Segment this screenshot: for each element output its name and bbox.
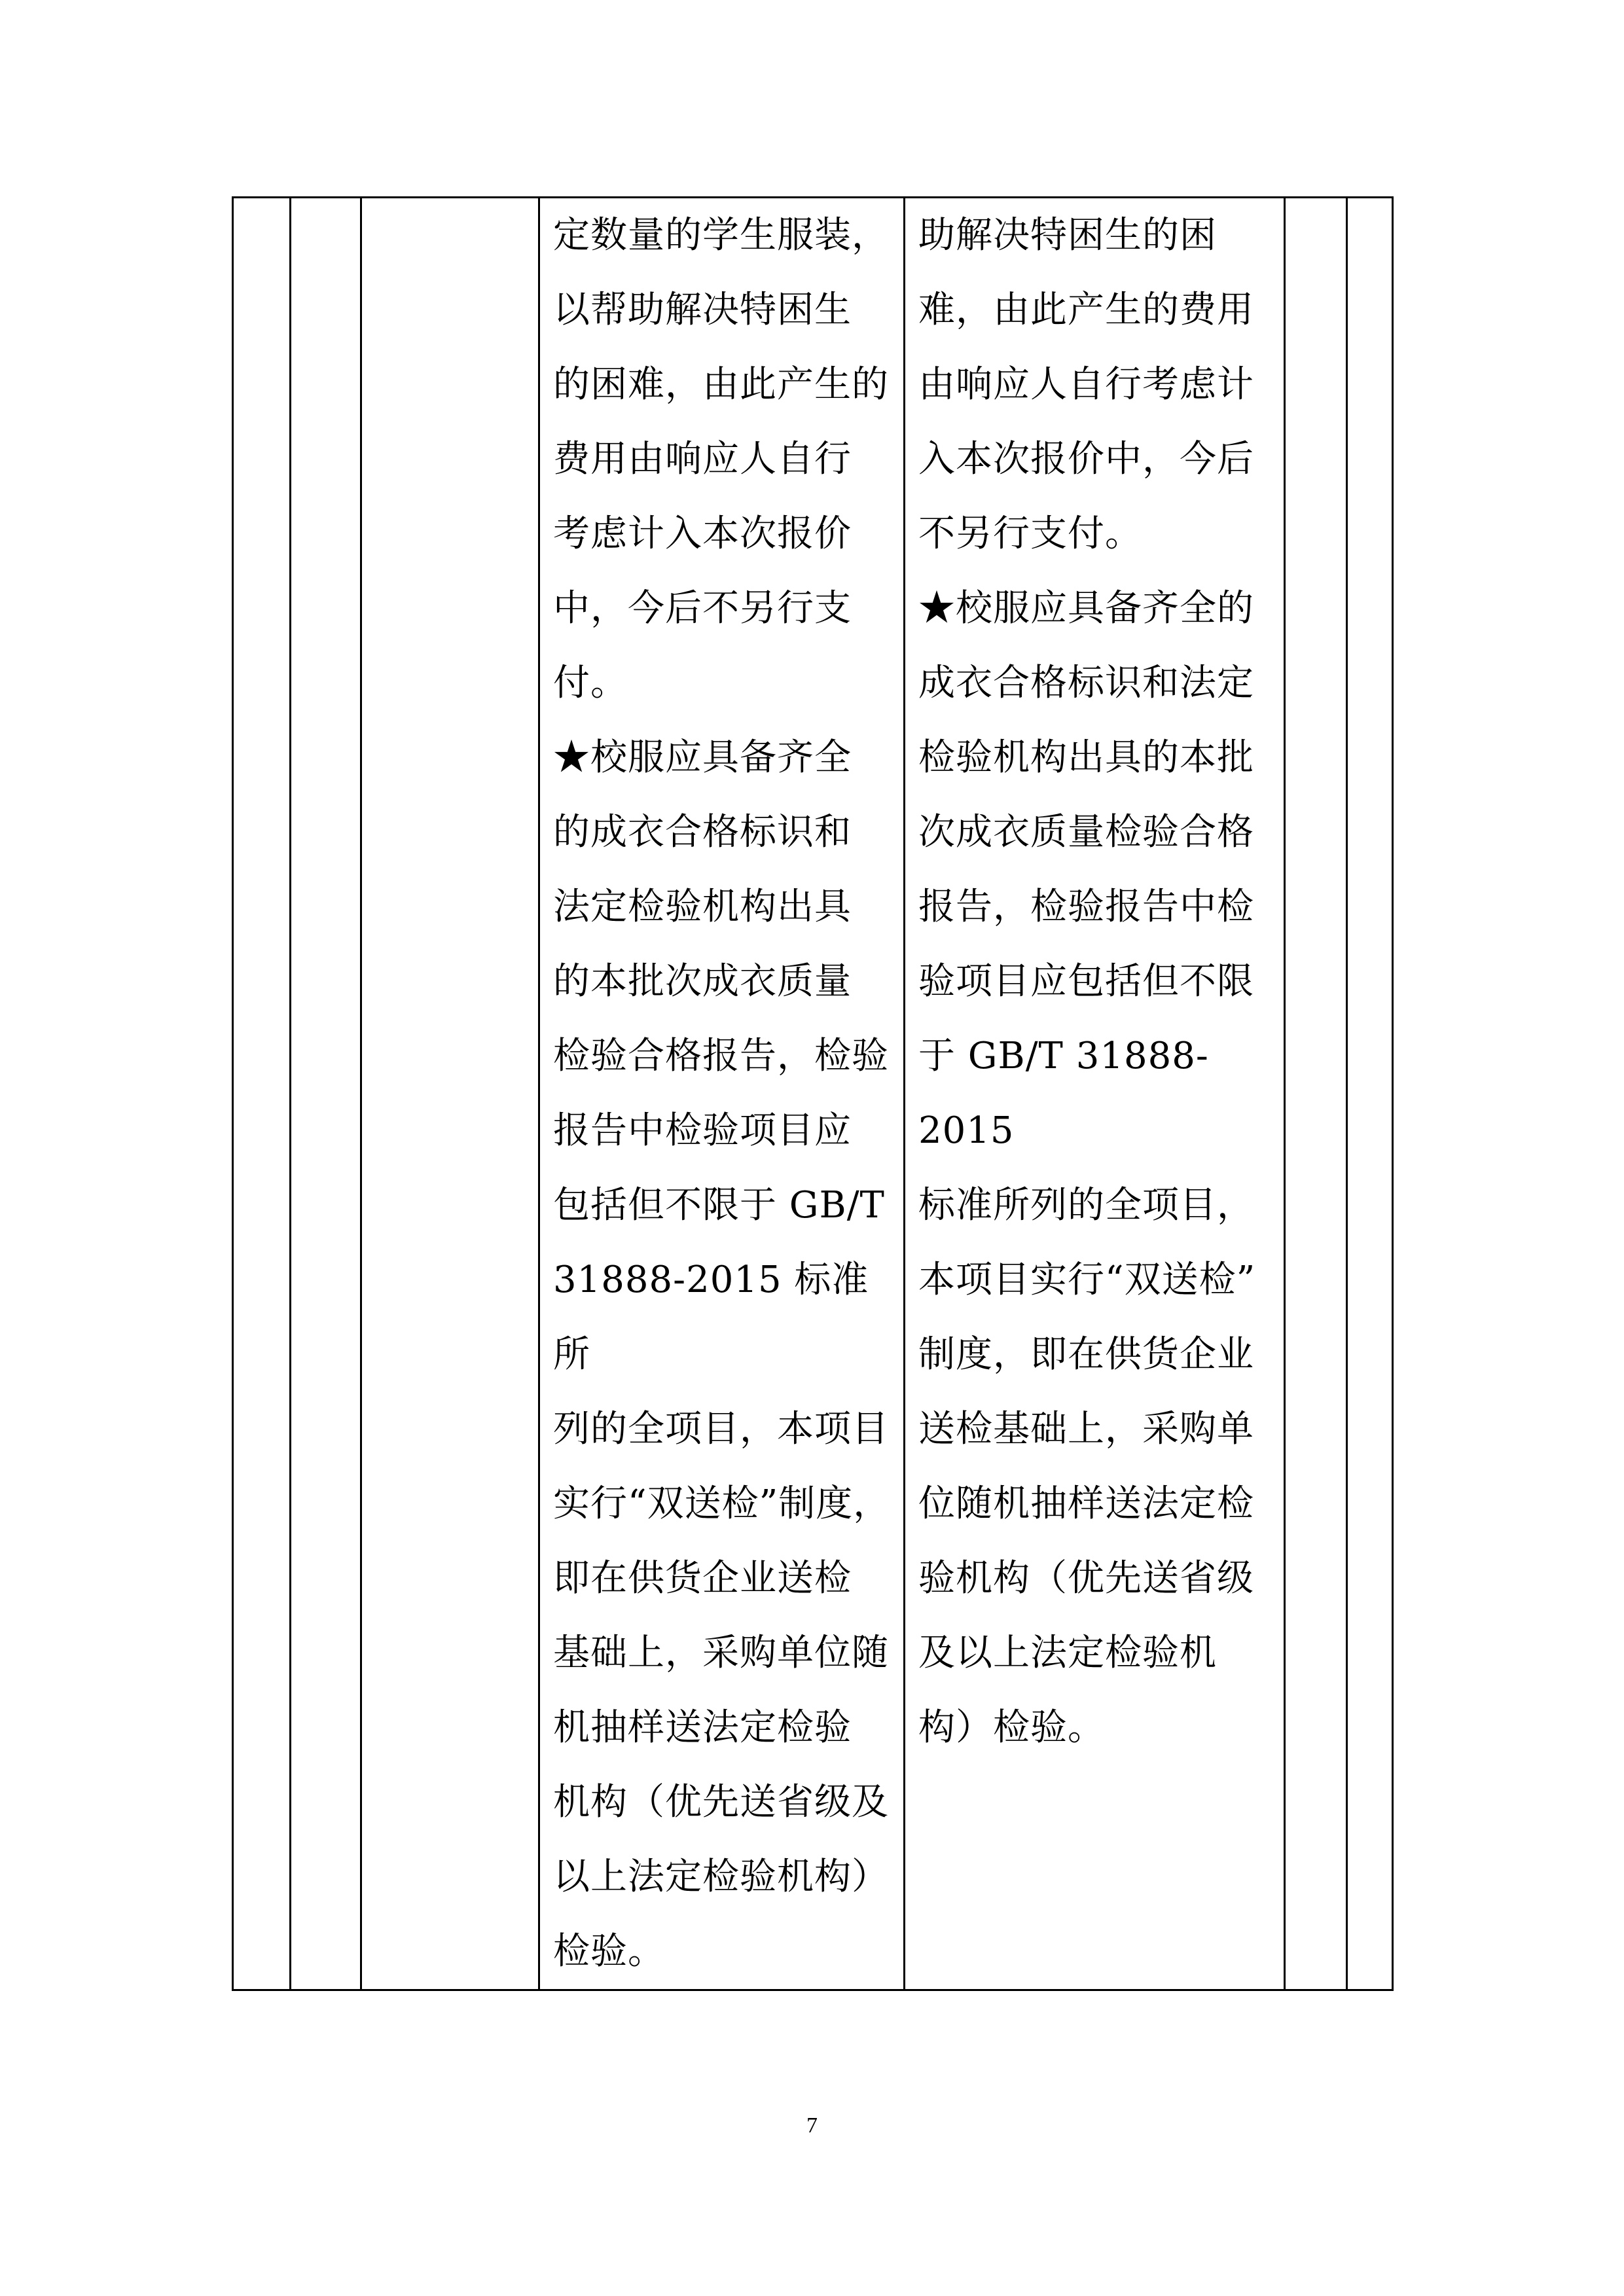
page-number: 7 <box>806 2113 818 2138</box>
text-line: 由响应人自行考虑计 <box>918 363 1254 406</box>
text-line: 入本次报价中，今后 <box>918 438 1254 480</box>
table-cell-col-1 <box>233 198 291 1990</box>
text-line: ★校服应具备齐全的 <box>918 587 1254 630</box>
text-line: 制度，即在供货企业 <box>918 1333 1254 1376</box>
text-line: 机抽样送法定检验 <box>553 1706 852 1749</box>
table-row <box>233 198 1393 1990</box>
text-line: 31888-2015 标准所 <box>553 1259 869 1376</box>
requirements-table <box>232 196 1394 1991</box>
text-line: 包括但不限于 GB/T <box>553 1184 885 1227</box>
text-line: 构）检验。 <box>918 1706 1105 1749</box>
text-line: 送检基础上，采购单 <box>918 1408 1254 1450</box>
table-cell-col-3 <box>361 198 539 1990</box>
text-line: 及以上法定检验机 <box>918 1632 1217 1674</box>
text-line: 付。 <box>553 662 628 704</box>
text-line: 列的全项目，本项目 <box>553 1408 889 1450</box>
text-line: 位随机抽样送法定检 <box>918 1482 1254 1525</box>
table-cell-col-7 <box>1347 198 1393 1990</box>
table-cell-col-6 <box>1285 198 1347 1990</box>
text-line: 法定检验机构出具 <box>553 886 852 928</box>
text-line: 基础上，采购单位随 <box>553 1632 889 1674</box>
text-line: 验项目应包括但不限 <box>918 960 1254 1003</box>
text-line: 次成衣质量检验合格 <box>918 811 1254 853</box>
text-line: 于 GB/T 31888-2015 <box>918 1035 1209 1152</box>
text-line: 报告中检验项目应 <box>553 1109 852 1152</box>
text-line: 验机构（优先送省级 <box>918 1557 1254 1600</box>
text-line: 助解决特困生的困 <box>918 214 1217 257</box>
text-line: 中，今后不另行支 <box>553 587 852 630</box>
text-line: ★校服应具备齐全 <box>553 736 852 779</box>
text-line: 成衣合格标识和法定 <box>918 662 1254 704</box>
text-line: 定数量的学生服装， <box>553 214 889 257</box>
text-line: 费用由响应人自行 <box>553 438 852 480</box>
text-line: 检验。 <box>553 1930 665 1973</box>
text-line: 检验合格报告，检验 <box>553 1035 889 1077</box>
text-line: 的本批次成衣质量 <box>553 960 852 1003</box>
response-text <box>905 198 1284 1765</box>
text-line: 的成衣合格标识和 <box>553 811 852 853</box>
text-line: 实行“双送检”制度， <box>553 1482 891 1525</box>
table-cell-response <box>905 198 1285 1990</box>
text-line: 报告，检验报告中检 <box>918 886 1254 928</box>
text-line: 机构（优先送省级及 <box>553 1781 889 1823</box>
text-line: 不另行支付。 <box>918 512 1142 555</box>
requirement-text <box>540 198 903 1989</box>
text-line: 检验机构出具的本批 <box>918 736 1254 779</box>
text-line: 的困难，由此产生的 <box>553 363 889 406</box>
text-line: 本项目实行“双送检” <box>918 1259 1256 1301</box>
text-line: 考虑计入本次报价 <box>553 512 852 555</box>
table-cell-col-2 <box>291 198 361 1990</box>
text-line: 以上法定检验机构） <box>553 1856 889 1898</box>
text-line: 即在供货企业送检 <box>553 1557 852 1600</box>
table-cell-requirement <box>539 198 905 1990</box>
text-line: 以帮助解决特困生 <box>553 289 852 331</box>
text-line: 难，由此产生的费用 <box>918 289 1254 331</box>
text-line: 标准所列的全项目， <box>918 1184 1254 1227</box>
